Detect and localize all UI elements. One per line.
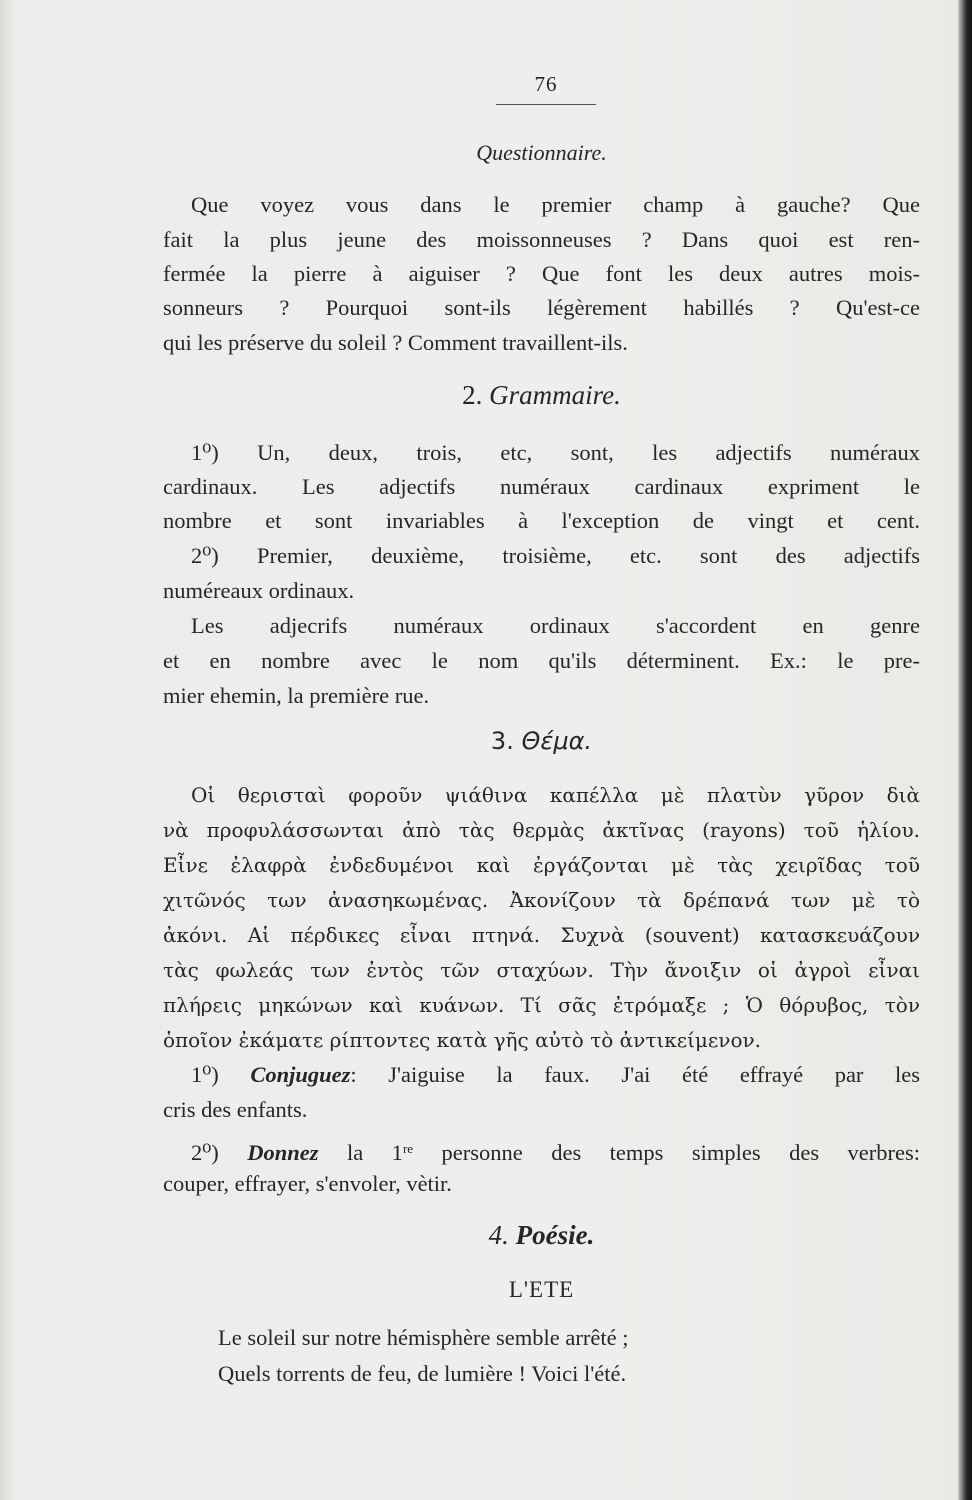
thema-line-6: τὰς φωλεάς των ἐντὸς τῶν σταχύων. Τὴν ἄνοιξιν οἱ ἀγροὶ εἶναι (163, 958, 920, 982)
exercise-2-ordinal: la 1re (346, 1140, 414, 1165)
questionnaire-line-2: fait la plus jeune des moissonneuses ? Dans quoi est ren- (163, 227, 920, 252)
questionnaire-line-5: qui les préserve du soleil ? Comment travaillent-ils. (163, 330, 628, 355)
grammaire-line-7: et en nombre avec le nom qu'ils déterminent. Ex.: le pre- (163, 648, 920, 673)
grammaire-line-1: 1⁰) Un, deux, trois, etc, sont, les adjectifs numéraux (191, 440, 920, 465)
grammaire-line-3: nombre et sont invariables à l'exception de vingt et cent. (163, 508, 920, 533)
page-edge-shadow (958, 0, 972, 1500)
poem-title: L'ETE (508, 1277, 575, 1302)
thema-line-7: πλήρεις μηκώνων καὶ κυάνων. Τί σᾶς ἐτρόμαξε ; Ὁ θόρυβος, τὸν (163, 993, 920, 1017)
thema-heading (163, 727, 920, 755)
thema-title: Θέμα. (521, 727, 593, 755)
grammaire-number: 2. (462, 380, 483, 410)
exercise-2-number: 2⁰) (191, 1140, 219, 1165)
exercise-2-command: Donnez (247, 1140, 319, 1165)
grammaire-line-2: cardinaux. Les adjectifs numéraux cardinaux expriment le (163, 474, 920, 499)
exercise-1-line-1 (163, 1057, 920, 1093)
exercise-1-command: Conjuguez (250, 1062, 351, 1087)
exercise-2-line-2: couper, effrayer, s'envoler, vètir. (163, 1171, 452, 1196)
grammaire-heading (163, 380, 920, 411)
thema-line-1: Οἱ θερισταὶ φοροῦν ψιάθινα καπέλλα μὲ πλατὺν γῦρον διὰ (191, 783, 920, 807)
grammaire-line-8: mier ehemin, la première rue. (163, 683, 430, 708)
questionnaire-line-3: fermée la pierre à aiguiser ? Que font les deux autres mois- (163, 261, 920, 286)
questionnaire-line-1: Que voyez vous dans le premier champ à gauche? Que (191, 192, 920, 217)
thema-line-3: Εἶνε ἐλαφρὰ ἐνδεδυμένοι καὶ ἐργάζονται μὲ τὰς χειρῖδας τοῦ (163, 853, 920, 877)
exercise-2-text: personne des temps simples des verbres: (441, 1140, 921, 1165)
page-number-rule (496, 104, 596, 105)
grammaire-title: Grammaire. (489, 380, 621, 410)
thema-line-5: ἀκόνι. Αἱ πέρδικες εἶναι πτηνά. Συχνὰ (souvent) κατασκευάζουν (163, 923, 920, 947)
thema-line-4: χιτῶνός των ἀνασηκωμένας. Ἀκονίζουν τὰ δρέπανά των μὲ τὸ (163, 888, 920, 912)
questionnaire-line-4: sonneurs ? Pourquoi sont-ils légèrement habillés ? Qu'est-ce (163, 295, 920, 320)
poesie-number: 4. (488, 1220, 509, 1250)
exercise-1-text: : J'aiguise la faux. J'ai été effrayé par les (350, 1062, 920, 1087)
thema-line-2: νὰ προφυλάσσωνται ἀπὸ τὰς θερμὰς ἀκτῖνας (rayons) τοῦ ἡλίου. (163, 818, 920, 842)
thema-line-8: ὁποῖον ἐκάματε ρίπτοντες κατὰ γῆς αὐτὸ τὸ ἀντικείμενον. (163, 1028, 762, 1052)
poem-line-2: Quels torrents de feu, de lumière ! Voici l'été. (218, 1361, 627, 1386)
exercise-1-number: 1⁰) (191, 1062, 219, 1087)
exercise-1-line-2: cris des enfants. (163, 1097, 308, 1122)
poem-line-1: Le soleil sur notre hémisphère semble arrêté ; (218, 1325, 629, 1350)
poesie-title: Poésie. (515, 1220, 595, 1250)
grammaire-line-6: Les adjecrifs numéraux ordinaux s'accordent en genre (191, 613, 920, 638)
poesie-heading (163, 1220, 920, 1251)
page-number: 76 (534, 72, 558, 96)
grammaire-line-5: numéreaux ordinaux. (163, 578, 355, 603)
exercise-2-line-1 (163, 1131, 920, 1167)
thema-number: 3. (490, 727, 514, 755)
questionnaire-heading: Questionnaire. (476, 140, 607, 165)
grammaire-line-4: 2⁰) Premier, deuxième, troisième, etc. sont des adjectifs (191, 543, 920, 568)
